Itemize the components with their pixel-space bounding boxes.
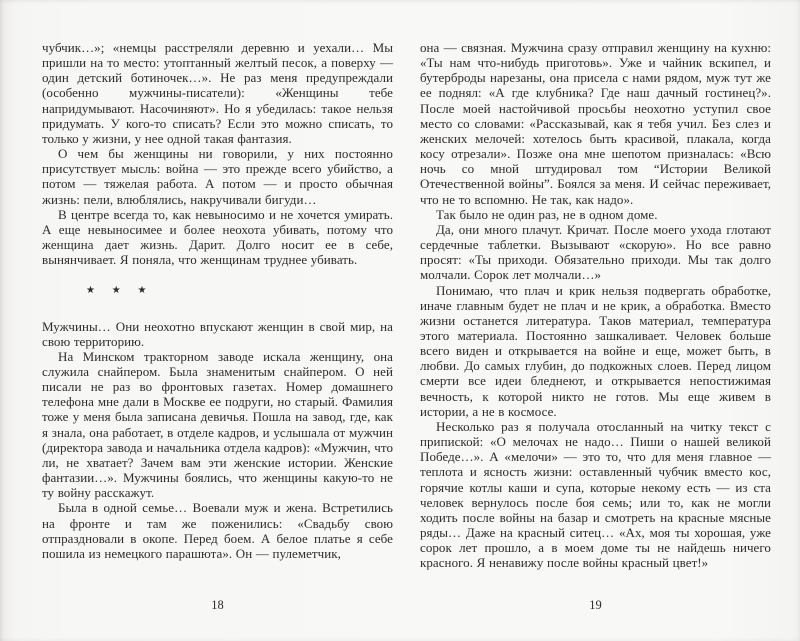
paragraph: Так было не один раз, не в одном доме. [436, 206, 658, 222]
paragraph: она — связная. Мужчина сразу отправил женщину на кухню: «Ты нам что-нибудь приготовь». Уже и чайник вскипел, и бутерброды нарезаны, она присела с нами рядом, муж тут же ее поднял: «А где клубника? Где наш дачный гостинец?». После моей настойчивой просьбы неохотно уступил свое место со словами: «Рассказывай, как я тебя учил. Без слез и женских мелочей: хотелось быть красивой, плакала, когда косу отрезали». Позже она мне шепотом призналась: «Всю ночь со мной штудировал том “Истории Великой Отечественной войны”. Боялся за меня. И сейчас переживает, что не то вспомню. Не так, как надо». [420, 40, 771, 207]
section-separator: ★ ★ ★ [86, 285, 154, 297]
paragraph: Да, они много плачут. Кричат. После моего ухода глотают сердечные таблетки. Вызывают «скорую». Но все равно просят: «Ты приходи. Обязательно приходи. Мы так долго молчали. Сорок лет молчали…» [420, 221, 771, 283]
paragraph: Мужчины… Они неохотно впускают женщин в свой мир, на свою территорию. [42, 318, 393, 349]
paragraph: чубчик…»; «немцы расстреляли деревню и уехали… Мы пришли на то место: утоптанный желтый песок, а поверху — один детский ботиночек…». Не раз меня предупреждали (особенно мужчины-писатели): «Женщины тебе напридумывают. Насочиняют». Но я убедилась: такое нельзя придумать. У кого-то списать? Если это можно списать, то только у жизни, у нее одной такая фантазия. [42, 40, 393, 146]
paragraph: Была в одной семье… Воевали муж и жена. Встретились на фронте и там же поженились: «Свадьбу свою отпраздновали в окопе. Перед боем. А белое платье я себе пошила из немецкого парашюта». Он — пулеметчик, [42, 500, 393, 561]
paragraph: В центре всегда то, как невыносимо и не хочется умирать. А еще невыносимее и более неохота убивать, потому что женщина дает жизнь. Дарит. Долго носит ее в себе, вынянчивает. Я поняла, что женщинам труднее убивать. [42, 206, 393, 268]
paragraph: Понимаю, что плач и крик нельзя подвергать обработке, иначе главным будет не плач и не крик, а обработка. Вместо жизни останется литература. Таков материал, температура этого материала. Постоянно зашкаливает. Человек больше всего виден и открывается на войне и еще, может быть, в любви. До самых глубин, до подкожных слоев. Перед лицом смерти все идеи бледнеют, и открывается непостижимая вечность, к которой никто не готов. Мы еще живем в истории, а не в космосе. [420, 282, 771, 419]
right-page [420, 40, 771, 625]
page-number-left: 18 [211, 598, 224, 612]
left-page [42, 40, 393, 625]
page-number-right: 19 [589, 598, 602, 612]
paragraph: О чем бы женщины ни говорили, у них постоянно присутствует мысль: война — это прежде всего убийство, а потом — тяжелая работа. А потом — и просто обычная жизнь: пели, влюблялись, накручивали бигуди… [42, 146, 393, 207]
right-page-text [420, 40, 771, 570]
paragraph: На Минском тракторном заводе искала женщину, она служила снайпером. Была знаменитым снайпером. О ней писали не раз во фронтовых газетах. Номер домашнего телефона мне дали в Москве ее подруги, но старый. Фамилия тоже у меня была записана девичья. Пошла на завод, где, как я знала, она работает, в отделе кадров, и услышала от мужчин (директора завода и начальника отдела кадров): «Мужчин, что ли, не хватает? Зачем вам эти женские истории. Женские фантазии…». Мужчины боялись, что женщины какую-то не ту войну расскажут. [42, 348, 393, 501]
paragraph: Несколько раз я получала отосланный на читку текст с припиской: «О мелочах не надо… Пиши о нашей великой Победе…». А «мелочи» — это то, что для меня главное — теплота и ясность жизни: оставленный чубчик вместо кос, горячие котлы каши и супа, которые некому есть — из ста человек вернулось после боя семь; или то, как не могли ходить после войны на базар и смотреть на красные мясные ряды… Даже на красный ситец… «Ах, моя ты хорошая, уже сорок лет прошло, а в моем доме ты не найдешь ничего красного. Я ненавижу после войны красный цвет!» [420, 418, 771, 571]
left-page-text [42, 40, 393, 561]
